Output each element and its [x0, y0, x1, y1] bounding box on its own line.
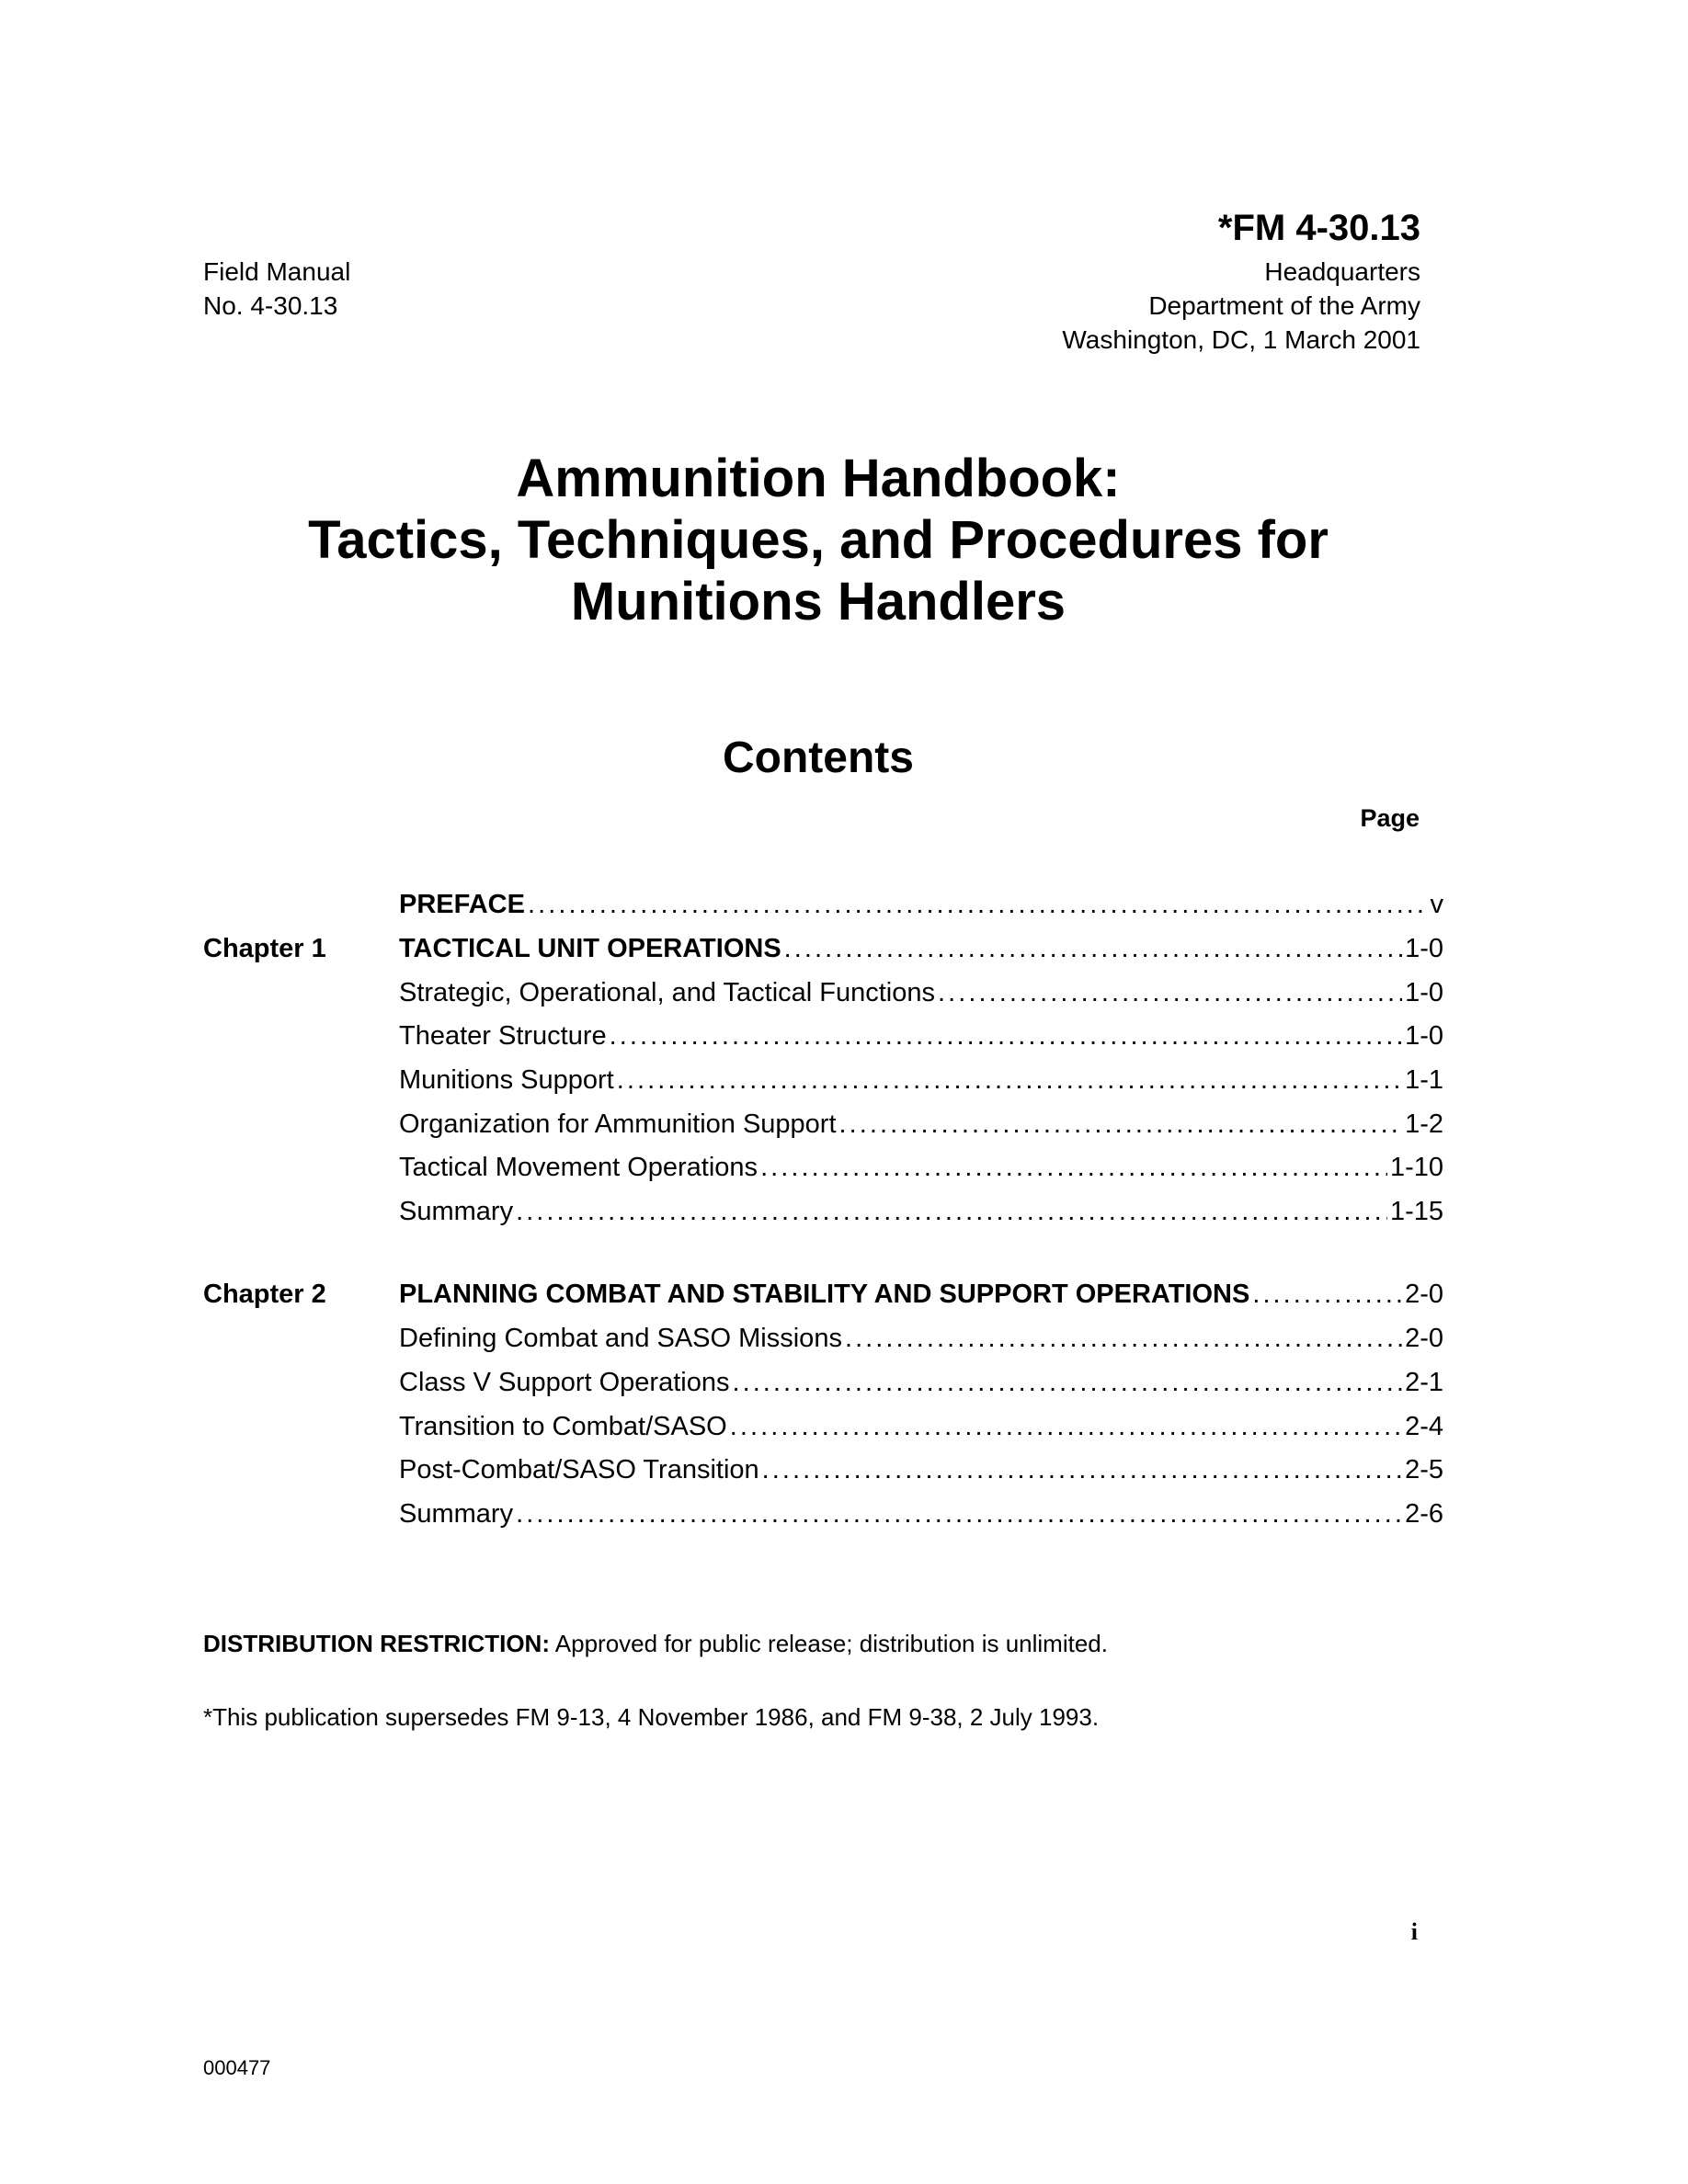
- toc-row: [203, 930, 1443, 967]
- toc-entry: [399, 1320, 1443, 1357]
- toc-title: Summary: [399, 1499, 514, 1529]
- toc-row: [203, 1364, 1443, 1401]
- toc-entry: [399, 1451, 1443, 1488]
- toc-page-number: v: [1430, 890, 1443, 919]
- toc-entry: [399, 1106, 1443, 1143]
- toc-entry: [399, 1149, 1443, 1186]
- toc-leader-dots: [516, 1496, 1402, 1532]
- toc-entry: [399, 1062, 1443, 1098]
- toc-row: [203, 886, 1443, 923]
- toc-row: [203, 1149, 1443, 1186]
- toc-leader-dots: [784, 930, 1402, 967]
- toc-row: [203, 1193, 1443, 1230]
- toc-row: [203, 1106, 1443, 1143]
- toc-entry: [399, 886, 1443, 923]
- toc-title: Transition to Combat/SASO: [399, 1412, 727, 1441]
- toc-entry: [399, 1364, 1443, 1401]
- page-column-label: Page: [1360, 804, 1420, 832]
- toc-title: PLANNING COMBAT AND STABILITY AND SUPPORT OPERATIONS: [399, 1280, 1250, 1309]
- headquarters-label: Headquarters: [1264, 257, 1420, 286]
- toc-row: [203, 1320, 1443, 1357]
- toc-title: PREFACE: [399, 890, 525, 919]
- toc-entry: [399, 1018, 1443, 1054]
- contents-heading: Contents: [723, 734, 914, 782]
- toc-page-number: 1-1: [1405, 1065, 1443, 1095]
- toc-entry: [399, 1193, 1443, 1230]
- toc-title: Post-Combat/SASO Transition: [399, 1455, 759, 1484]
- toc-leader-dots: [760, 1149, 1387, 1186]
- toc-page-number: 1-15: [1389, 1197, 1443, 1226]
- title-line-2: Tactics, Techniques, and Procedures for: [308, 510, 1329, 570]
- toc-entry: [399, 1496, 1443, 1532]
- toc-row: [203, 1062, 1443, 1098]
- toc-page-number: 1-0: [1405, 978, 1443, 1007]
- toc-title: Strategic, Operational, and Tactical Functions: [399, 978, 936, 1007]
- toc-row: [203, 974, 1443, 1011]
- toc-page-number: 2-6: [1405, 1499, 1443, 1529]
- toc-row: [203, 1018, 1443, 1054]
- toc-page-number: 1-10: [1389, 1153, 1443, 1182]
- distribution-text: Approved for public release; distribution is unlimited.: [550, 1630, 1108, 1657]
- toc-row: [203, 1276, 1443, 1313]
- toc-row: [203, 1496, 1443, 1532]
- toc-page-number: 2-0: [1405, 1280, 1443, 1309]
- toc-page-number: 2-4: [1405, 1412, 1443, 1441]
- field-manual-number: No. 4-30.13: [203, 291, 338, 320]
- document-number: 000477: [203, 2056, 271, 2079]
- toc-chapter-label: Chapter 2: [203, 1280, 326, 1309]
- table-of-contents: [203, 0, 1443, 2184]
- department-label: Department of the Army: [1148, 291, 1420, 320]
- toc-title: Munitions Support: [399, 1065, 614, 1095]
- toc-page-number: 2-5: [1405, 1455, 1443, 1484]
- toc-leader-dots: [839, 1106, 1403, 1143]
- toc-entry: [399, 930, 1443, 967]
- toc-leader-dots: [528, 886, 1428, 923]
- toc-leader-dots: [938, 974, 1402, 1011]
- page-number: i: [1410, 1918, 1418, 1945]
- distribution-label: DISTRIBUTION RESTRICTION:: [203, 1630, 550, 1657]
- title-line-1: Ammunition Handbook:: [516, 449, 1121, 508]
- distribution-restriction: [203, 1630, 1108, 1658]
- toc-entry: [399, 1408, 1443, 1445]
- title-line-3: Munitions Handlers: [570, 572, 1066, 631]
- field-manual-label: Field Manual: [203, 257, 351, 286]
- toc-page-number: 2-0: [1405, 1324, 1443, 1353]
- toc-entry: [399, 974, 1443, 1011]
- toc-title: Tactical Movement Operations: [399, 1153, 758, 1182]
- fm-number: *FM 4-30.13: [1217, 208, 1420, 248]
- toc-leader-dots: [762, 1451, 1402, 1488]
- toc-leader-dots: [516, 1193, 1387, 1230]
- toc-title: Defining Combat and SASO Missions: [399, 1324, 842, 1353]
- toc-title: Organization for Ammunition Support: [399, 1109, 837, 1139]
- toc-page-number: 2-1: [1405, 1368, 1443, 1397]
- toc-title: Summary: [399, 1197, 514, 1226]
- toc-leader-dots: [732, 1364, 1402, 1401]
- toc-row: [203, 1408, 1443, 1445]
- toc-leader-dots: [845, 1320, 1402, 1357]
- toc-title: Class V Support Operations: [399, 1368, 730, 1397]
- toc-page-number: 1-2: [1405, 1109, 1443, 1139]
- toc-leader-dots: [1252, 1276, 1402, 1313]
- toc-leader-dots: [617, 1062, 1402, 1098]
- toc-row: [203, 1451, 1443, 1488]
- toc-leader-dots: [730, 1408, 1402, 1445]
- supersedes-note: *This publication supersedes FM 9-13, 4 November 1986, and FM 9-38, 2 July 1993.: [203, 1703, 1100, 1731]
- toc-leader-dots: [610, 1018, 1402, 1054]
- toc-title: Theater Structure: [399, 1021, 607, 1051]
- toc-page-number: 1-0: [1405, 1021, 1443, 1051]
- location-date: Washington, DC, 1 March 2001: [1062, 325, 1420, 354]
- toc-entry: [399, 1276, 1443, 1313]
- toc-title: TACTICAL UNIT OPERATIONS: [399, 934, 781, 963]
- toc-chapter-label: Chapter 1: [203, 934, 326, 963]
- toc-page-number: 1-0: [1405, 934, 1443, 963]
